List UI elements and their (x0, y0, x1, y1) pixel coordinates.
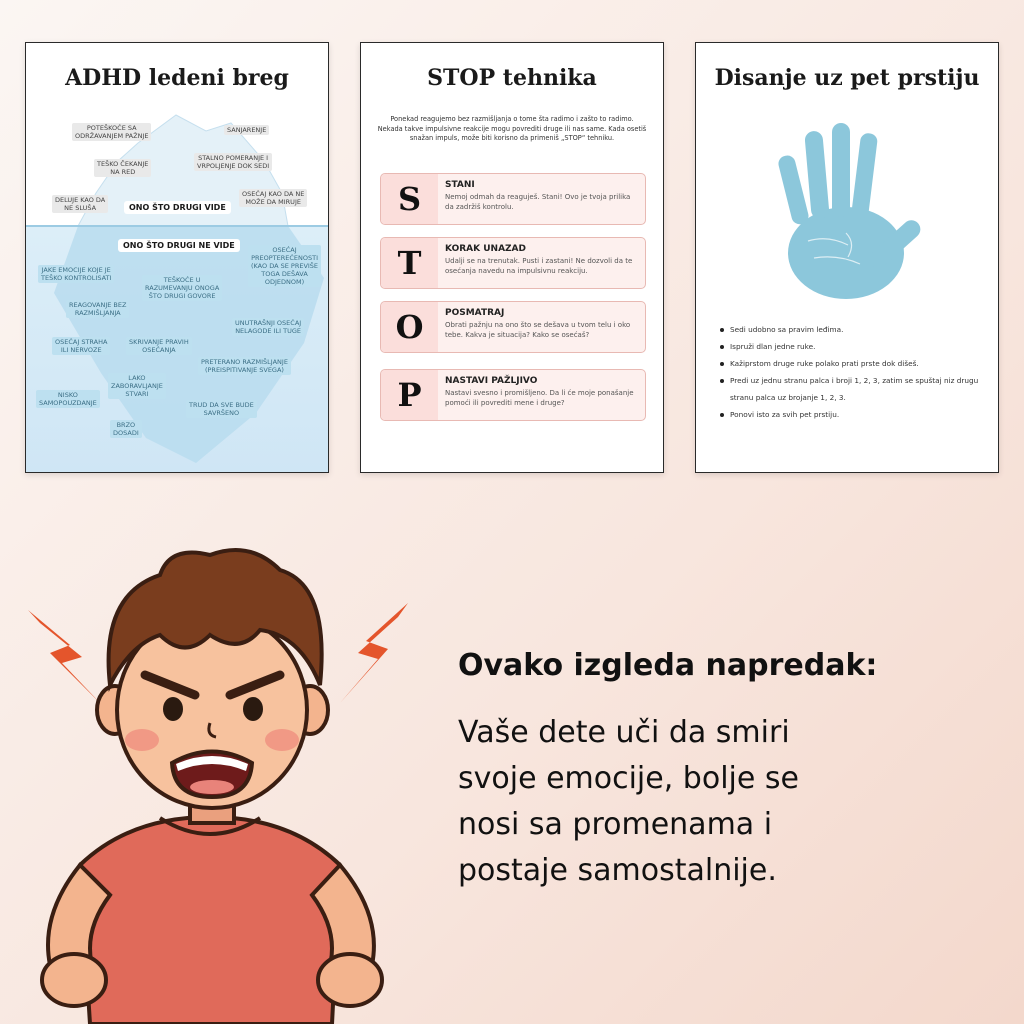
angry-boy-illustration (10, 535, 430, 1024)
progress-line: postaje samostalnije. (458, 853, 777, 888)
ice-item: REAGOVANJE BEZ RAZMIŠLJANJA (66, 300, 129, 318)
ice-item: UNUTRAŠNJI OSEĆAJ NELAGODE ILI TUGE (232, 318, 304, 336)
step-title: POSMATRAJ (445, 308, 505, 318)
ice-item: BRZO DOSADI (110, 420, 142, 438)
ice-item: OSEĆAJ STRAHA ILI NERVOZE (52, 337, 110, 355)
stop-step (380, 237, 646, 289)
ice-item: NISKO SAMOPOUZDANJE (36, 390, 100, 408)
ice-item: JAKE EMOCIJE KOJE JE TEŠKO KONTROLISATI (38, 265, 114, 283)
ice-item: TEŠKOĆE U RAZUMEVANJU ONOGA ŠTO DRUGI GOVORE (142, 275, 222, 301)
lightning-left-icon (28, 610, 102, 705)
list-item: Ispruži dlan jedne ruke. (718, 338, 980, 355)
progress-heading: Ovako izgleda napredak: (458, 648, 878, 683)
stop-step (380, 301, 646, 353)
ice-item: TEŠKO ČEKANJE NA RED (94, 159, 151, 177)
list-item: Ponovi isto za svih pet prstiju. (718, 406, 980, 423)
step-text: Udalji se na trenutak. Pusti i zastani! Ne dozvoli da te osećanja navedu na impulsivnu reakciju. (445, 257, 633, 275)
stop-step (380, 369, 646, 421)
ice-item: TRUD DA SVE BUDE SAVRŠENO (186, 400, 257, 418)
ice-item: DELUJE KAO DA NE SLUŠA (52, 195, 108, 213)
step-title: STANI (445, 180, 475, 190)
stop-title: STOP tehnika (427, 65, 597, 91)
progress-line: nosi sa promenama i (458, 807, 773, 842)
above-heading: ONO ŠTO DRUGI VIDE (124, 201, 231, 214)
ice-item: SKRIVANJE PRAVIH OSEĆANJA (126, 337, 192, 355)
step-text: Obrati pažnju na ono što se dešava u tvom telu i oko tebe. Kakva je situacija? Kako se osećaš? (445, 321, 631, 339)
stop-intro: Ponekad reagujemo bez razmišljanja o tome šta radimo i zašto to radimo. Nekada takve impulsivne reakcije mogu povrediti druge ili nas same. Kada osetiš snažan impuls, može biti korisno da primeniš „STOP“ tehniku. (377, 115, 647, 142)
breath-title: Disanje uz pet prstiju (714, 65, 980, 91)
ice-item: OSEĆAJ KAO DA NE MOŽE DA MIRUJE (239, 189, 307, 207)
breathing-steps (718, 321, 980, 423)
progress-line: svoje emocije, bolje se (458, 761, 799, 796)
iceberg-worksheet (25, 42, 329, 473)
progress-line: Vaše dete uči da smiri (458, 715, 790, 750)
step-letter: S (381, 174, 438, 224)
step-letter: P (381, 370, 438, 420)
list-item: Kažiprstom druge ruke polako prati prste dok dišeš. (718, 355, 980, 372)
ice-item: SANJARENJE (224, 125, 269, 135)
ice-item: PRETERANO RAZMIŠLJANJE (PREISPITIVANJE SVEGA) (198, 357, 291, 375)
progress-body (458, 710, 908, 894)
ice-item: LAKO ZABORAVLJANJE STVARI (108, 373, 166, 399)
ice-item: OSEĆAJ PREOPTEREĆENOSTI (KAO DA SE PREVIŠE TOGA DEŠAVA ODJEDNOM) (248, 245, 321, 287)
step-text: Nastavi svesno i promišljeno. Da li će moje ponašanje pomoći ili povrediti mene i druge? (445, 389, 634, 407)
step-title: NASTAVI PAŽLJIVO (445, 376, 538, 386)
ice-item: STALNO POMERANJE I VRPOLJENJE DOK SEDI (194, 153, 272, 171)
stop-step (380, 173, 646, 225)
lightning-right-icon (340, 603, 408, 703)
step-letter: O (381, 302, 438, 352)
ice-item: POTEŠKOĆE SA ODRŽAVANJEM PAŽNJE (72, 123, 151, 141)
stop-worksheet (360, 42, 664, 473)
step-title: KORAK UNAZAD (445, 244, 526, 254)
breathing-worksheet (695, 42, 999, 473)
step-letter: T (381, 238, 438, 288)
iceberg-title: ADHD ledeni breg (65, 65, 289, 91)
list-item: Predi uz jednu stranu palca i broji 1, 2, 3, zatim se spuštaj niz drugu stranu palca uz brojanje 1, 2, 3. (718, 372, 980, 406)
below-heading: ONO ŠTO DRUGI NE VIDE (118, 239, 240, 252)
step-text: Nemoj odmah da reaguješ. Stani! Ovo je tvoja prilika da zadržiš kontrolu. (445, 193, 631, 211)
list-item: Sedi udobno sa pravim leđima. (718, 321, 980, 338)
